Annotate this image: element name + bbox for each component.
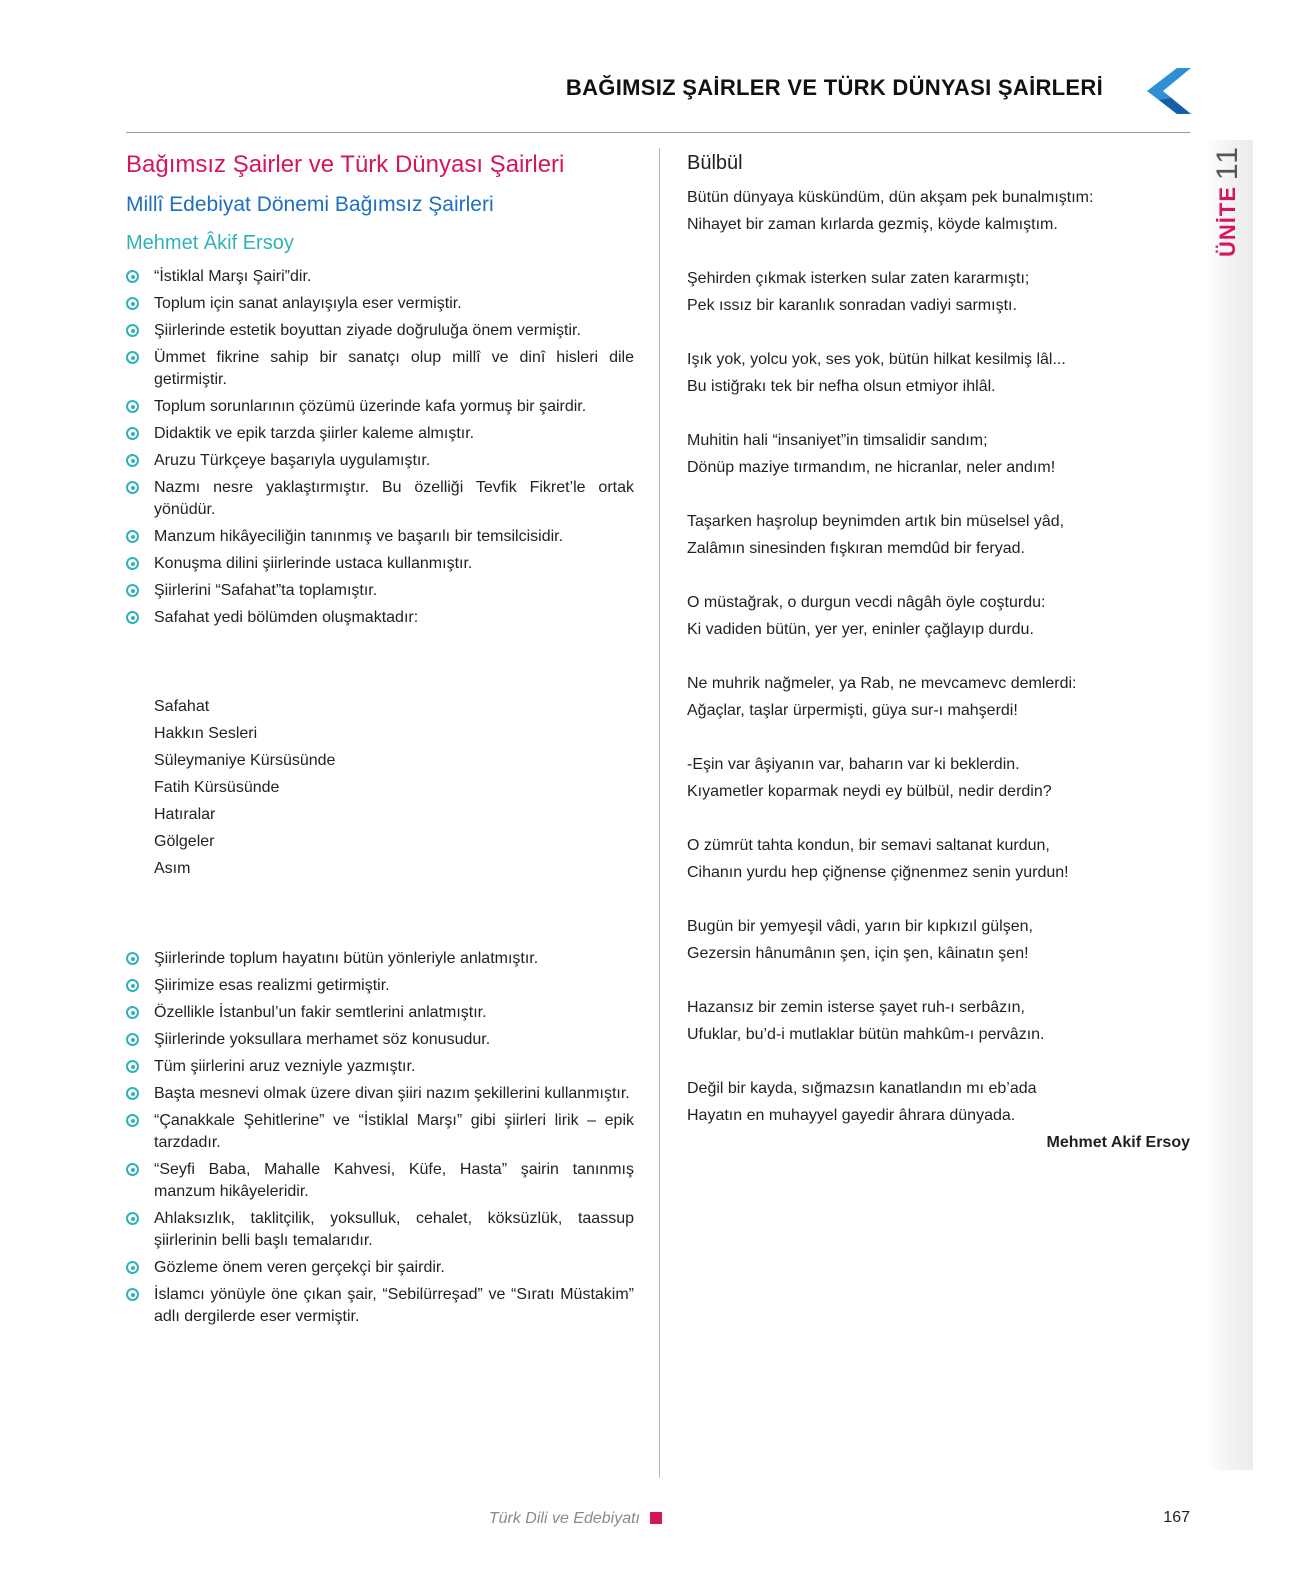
poem-stanza: [687, 1075, 1190, 1129]
features-list: [126, 266, 634, 629]
list-item-text: Ahlaksızlık, taklitçilik, yoksulluk, cehalet, köksüzlük, taassup şiirlerinin belli başlı temalarıdır.: [154, 1210, 634, 1249]
poem-stanza: [687, 508, 1190, 562]
list-item: [126, 1083, 634, 1105]
list-item: [126, 1208, 634, 1252]
bullet-ring-icon: [126, 530, 139, 543]
poem-line: Ağaçlar, taşlar ürpermişti, güya sur-ı mahşerdi!: [687, 702, 1018, 719]
list-item: [126, 1029, 634, 1051]
list-item: [126, 320, 634, 342]
poem-stanza: [687, 832, 1190, 886]
bullet-ring-icon: [126, 557, 139, 570]
bullet-ring-icon: [126, 351, 139, 364]
bullet-ring-icon: [126, 611, 139, 624]
list-item-text: Gözleme önem veren gerçekçi bir şairdir.: [154, 1259, 445, 1276]
footer-square-icon: [650, 1512, 662, 1524]
list-item-text: Şiirlerini “Safahat”ta toplamıştır.: [154, 582, 378, 599]
chevron-icon: [1147, 68, 1191, 114]
bullet-ring-icon: [126, 1261, 139, 1274]
bullet-ring-icon: [126, 584, 139, 597]
list-item: [126, 553, 634, 575]
poem-stanza: [687, 346, 1190, 400]
poem-stanza: [687, 265, 1190, 319]
list-item: [126, 948, 634, 970]
poem-line: Muhitin hali “insaniyet”in timsalidir sandım;: [687, 432, 988, 449]
poem-line: Işık yok, yolcu yok, ses yok, bütün hilkat kesilmiş lâl...: [687, 351, 1066, 368]
poem-line: Taşarken haşrolup beynimden artık bin müselsel yâd,: [687, 513, 1065, 530]
poem-stanza: [687, 184, 1190, 238]
subsection-heading: Millî Edebiyat Dönemi Bağımsız Şairleri: [126, 193, 494, 216]
right-column: [687, 148, 1190, 1156]
poem-line: -Eşin var âşiyanın var, baharın var ki beklerdin.: [687, 756, 1020, 773]
list-item: [126, 526, 634, 548]
poem-line: Şehirden çıkmak isterken sular zaten kararmıştı;: [687, 270, 1030, 287]
poem-stanza: [687, 913, 1190, 967]
page-header-title: BAĞIMSIZ ŞAİRLER VE TÜRK DÜNYASI ŞAİRLERİ: [565, 75, 1103, 100]
poem-line: Kıyametler koparmak neydi ey bülbül, nedir derdin?: [687, 783, 1052, 800]
bullet-ring-icon: [126, 979, 139, 992]
list-item-text: Özellikle İstanbul’un fakir semtlerini anlatmıştır.: [154, 1004, 487, 1021]
list-item-text: Aruzu Türkçeye başarıyla uygulamıştır.: [154, 452, 431, 469]
safahat-part: Süleymaniye Kürsüsünde: [154, 752, 336, 769]
poem-line: Bütün dünyaya küskündüm, dün akşam pek bunalmıştım:: [687, 189, 1094, 206]
list-item-text: Safahat yedi bölümden oluşmaktadır:: [154, 609, 419, 626]
bullet-ring-icon: [126, 952, 139, 965]
poem-line: Hazansız bir zemin isterse şayet ruh-ı serbâzın,: [687, 999, 1025, 1016]
list-item: [126, 1056, 634, 1078]
bullet-ring-icon: [126, 481, 139, 494]
poem-stanza: [687, 994, 1190, 1048]
bullet-ring-icon: [126, 1033, 139, 1046]
poem-author: Mehmet Akif Ersoy: [1046, 1134, 1190, 1151]
list-item-text: Manzum hikâyeciliğin tanınmış ve başarılı bir temsilcisidir.: [154, 528, 564, 545]
poem-line: Değil bir kayda, sığmazsın kanatlandın mı eb’ada: [687, 1080, 1037, 1097]
list-item-text: “İstiklal Marşı Şairi”dir.: [154, 268, 312, 285]
poem-line: Dönüp maziye tırmandım, ne hicranlar, neler andım!: [687, 459, 1056, 476]
list-item: [126, 1284, 634, 1328]
poem-stanza: [687, 427, 1190, 481]
list-item: [126, 1110, 634, 1154]
list-item: [126, 1257, 634, 1279]
poem-line: O müstağrak, o durgun vecdi nâgâh öyle coşturdu:: [687, 594, 1046, 611]
list-item: [126, 347, 634, 391]
list-item: [126, 293, 634, 315]
list-item-text: Başta mesnevi olmak üzere divan şiiri nazım şekillerini kullanmıştır.: [154, 1085, 630, 1102]
safahat-part: Hakkın Sesleri: [154, 725, 258, 742]
list-item: [126, 580, 634, 602]
poem-line: Pek ıssız bir karanlık sonradan vadiyi sarmıştı.: [687, 297, 1017, 314]
bullet-ring-icon: [126, 1114, 139, 1127]
list-item-text: İslamcı yönüyle öne çıkan şair, “Sebilürreşad” ve “Sıratı Müstakim” adlı dergilerde eser vermiştir.: [154, 1286, 634, 1325]
list-item-text: Tüm şiirlerini aruz vezniyle yazmıştır.: [154, 1058, 416, 1075]
poem-line: Gezersin hânumânın şen, için şen, kâinatın şen!: [687, 945, 1029, 962]
poem-line: Bugün bir yemyeşil vâdi, yarın bir kıpkızıl gülşen,: [687, 918, 1033, 935]
poem-line: Bu istiğrakı tek bir nefha olsun etmiyor ihlâl.: [687, 378, 996, 395]
safahat-part: Safahat: [154, 698, 210, 715]
bullet-ring-icon: [126, 1163, 139, 1176]
poem-line: Nihayet bir zaman kırlarda gezmiş, köyde kalmıştım.: [687, 216, 1058, 233]
poem-stanza: [687, 589, 1190, 643]
bullet-ring-icon: [126, 297, 139, 310]
list-item-text: Şiirlerinde yoksullara merhamet söz konusudur.: [154, 1031, 491, 1048]
section-heading: Bağımsız Şairler ve Türk Dünyası Şairleri: [126, 151, 565, 178]
safahat-part: Fatih Kürsüsünde: [154, 779, 280, 796]
bullet-ring-icon: [126, 1212, 139, 1225]
unit-number: 11: [1211, 145, 1244, 181]
poem-body: [687, 184, 1190, 1129]
bullet-ring-icon: [126, 1087, 139, 1100]
list-item: [126, 396, 634, 418]
poem-stanza: [687, 751, 1190, 805]
list-item-text: Didaktik ve epik tarzda şiirler kaleme almıştır.: [154, 425, 475, 442]
header-divider: [126, 132, 1190, 133]
list-item: [126, 477, 634, 521]
poem-line: Hayatın en muhayyel gayedir âhrara dünyada.: [687, 1107, 1016, 1124]
list-item-text: Konuşma dilini şiirlerinde ustaca kullanmıştır.: [154, 555, 473, 572]
poem-line: Ufuklar, bu’d-i mutlaklar bütün mahkûm-ı pervâzın.: [687, 1026, 1045, 1043]
safahat-part: Gölgeler: [154, 833, 215, 850]
author-heading: Mehmet Âkif Ersoy: [126, 232, 294, 254]
poem-line: Ki vadiden bütün, yer yer, eninler çağlayıp durdu.: [687, 621, 1034, 638]
list-item: [126, 423, 634, 445]
list-item-text: Şiirlerinde toplum hayatını bütün yönleriyle anlatmıştır.: [154, 950, 539, 967]
bullet-ring-icon: [126, 1288, 139, 1301]
bullet-ring-icon: [126, 454, 139, 467]
list-item-text: Toplum için sanat anlayışıyla eser vermiştir.: [154, 295, 462, 312]
poem-stanza: [687, 670, 1190, 724]
list-item-text: Nazmı nesre yaklaştırmıştır. Bu özelliği Tevfik Fikret’le ortak yönüdür.: [154, 479, 634, 518]
list-item: [126, 1002, 634, 1024]
bullet-ring-icon: [126, 270, 139, 283]
list-item-text: Şiirimize esas realizmi getirmiştir.: [154, 977, 390, 994]
list-item: [126, 607, 634, 629]
unit-side-tab: [1205, 140, 1253, 1470]
poem-title: Bülbül: [687, 152, 743, 174]
poem-line: Cihanın yurdu hep çiğnense çiğnenmez senin yurdun!: [687, 864, 1069, 881]
list-item-text: “Çanakkale Şehitlerine” ve “İstiklal Marşı” gibi şiirleri lirik – epik tarzdadır.: [154, 1112, 634, 1151]
safahat-part: Hatıralar: [154, 806, 216, 823]
bullet-ring-icon: [126, 1006, 139, 1019]
unit-word: ÜNİTE: [1215, 186, 1240, 258]
bullet-ring-icon: [126, 324, 139, 337]
bullet-ring-icon: [126, 427, 139, 440]
list-item: [126, 975, 634, 997]
list-item: [126, 450, 634, 472]
unit-label: [1213, 145, 1243, 257]
poem-line: Ne muhrik nağmeler, ya Rab, ne mevcamevc demlerdi:: [687, 675, 1077, 692]
left-column: [126, 148, 634, 1333]
list-item-text: Toplum sorunlarının çözümü üzerinde kafa yormuş bir şairdir.: [154, 398, 587, 415]
poem-line: Zalâmın sinesinden fışkıran memdûd bir feryad.: [687, 540, 1025, 557]
list-item: [126, 1159, 634, 1203]
bullet-ring-icon: [126, 400, 139, 413]
safahat-parts-list: [126, 693, 634, 882]
list-item: [126, 266, 634, 288]
page-number: 167: [1163, 1509, 1190, 1526]
bullet-ring-icon: [126, 1060, 139, 1073]
safahat-part: Asım: [154, 860, 191, 877]
list-item-text: “Seyfi Baba, Mahalle Kahvesi, Küfe, Hasta” şairin tanınmış manzum hikâyeleridir.: [154, 1161, 634, 1200]
footer-book-title: Türk Dili ve Edebiyatı: [488, 1510, 640, 1527]
features-list-continued: [126, 948, 634, 1328]
column-divider: [659, 148, 660, 1478]
poem-line: O zümrüt tahta kondun, bir semavi saltanat kurdun,: [687, 837, 1050, 854]
list-item-text: Şiirlerinde estetik boyuttan ziyade doğruluğa önem vermiştir.: [154, 322, 581, 339]
list-item-text: Ümmet fikrine sahip bir sanatçı olup millî ve dinî hisleri dile getirmiştir.: [154, 349, 634, 388]
